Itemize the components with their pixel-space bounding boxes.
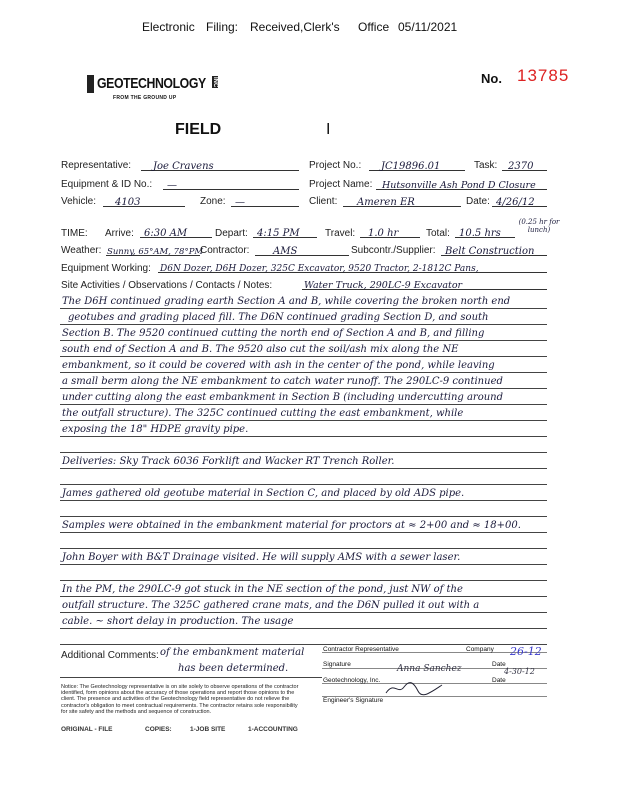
- signature-value: Anna Sanchez: [397, 664, 462, 674]
- note-line: geotubes and grading placed fill. The D6N continued grading Section D, and south: [68, 312, 489, 323]
- additional-comments-line2: has been determined.: [178, 663, 289, 674]
- footer-original: ORIGINAL - FILE: [61, 726, 113, 733]
- logo-tagline: FROM THE GROUND UP: [113, 95, 177, 101]
- equipment-id-label: Equipment & ID No.:: [61, 179, 153, 190]
- time-label: TIME:: [61, 228, 88, 239]
- engineer-signature-label: Engineer's Signature: [323, 697, 384, 704]
- project-no-field: JC19896.01: [369, 156, 465, 171]
- travel-field: 1.0 hr: [360, 223, 420, 238]
- note-line: John Boyer with B&T Drainage visited. He will supply AMS with a sewer laser.: [62, 552, 461, 563]
- equipment-working-label: Equipment Working:: [61, 263, 151, 274]
- additional-comments-label: Additional Comments:: [61, 650, 159, 661]
- note-line: Section B. The 9520 continued cutting the north end of Section A and B, and filling: [62, 328, 485, 339]
- total-field: 10.5 hrs: [455, 223, 515, 238]
- note-line: The D6H continued grading earth Section A and B, while covering the broken north end: [62, 296, 511, 307]
- doc-number-value: 13785: [517, 66, 570, 85]
- travel-label: Travel:: [325, 228, 356, 239]
- engineer-signature-icon: [384, 679, 444, 697]
- client-label: Client:: [309, 196, 338, 207]
- logo-side-text: INC: [212, 77, 218, 88]
- equipment-working-field: D6N Dozer, D6H Dozer, 325C Excavator, 9520 Tractor, 2-1812C Pans,: [158, 258, 547, 273]
- signature-date-value: 4-30-12: [504, 667, 535, 676]
- form-title: FIELD: [175, 121, 222, 138]
- contractor-label: Contractor:: [200, 245, 250, 256]
- task-label: Task:: [474, 160, 498, 171]
- weather-field: Sunny, 65°AM, 78°PM: [106, 241, 200, 256]
- depart-field: 4:15 PM: [253, 223, 317, 238]
- signature-date-label: Date: [492, 661, 506, 668]
- task-field: 2370: [502, 156, 547, 171]
- geotech-inc-label: Geotechnology, Inc.: [323, 677, 381, 684]
- filing-label-received: Received,Clerk's: [250, 20, 340, 34]
- total-label: Total:: [426, 228, 450, 239]
- equipment-id-field: —: [163, 175, 299, 190]
- note-line: the outfall structure). The 325C continued cutting the east embankment, while: [62, 408, 464, 419]
- project-no-label: Project No.:: [309, 160, 362, 171]
- note-line: embankment, so it could be covered with ash in the center of the pond, while leaving: [62, 360, 495, 371]
- total-note: (0.25 hr for lunch): [518, 218, 560, 234]
- signature-label: Signature: [323, 661, 351, 668]
- note-line: cable. ~ short delay in production. The usage: [62, 616, 294, 627]
- client-field: Ameren ER: [343, 192, 461, 207]
- weather-label: Weather:: [61, 245, 102, 256]
- footer-accounting: 1-ACCOUNTING: [248, 726, 298, 733]
- date-label: Date:: [466, 196, 490, 207]
- note-line: exposing the 18" HDPE gravity pipe.: [62, 424, 249, 435]
- footer-job-site: 1-JOB SITE: [190, 726, 226, 733]
- vehicle-field: 4103: [103, 192, 185, 207]
- representative-field: Joe Cravens: [141, 156, 299, 171]
- note-line: under cutting along the east embankment in Section B (including undercutting around: [62, 392, 504, 403]
- project-name-field: Hutsonville Ash Pond D Closure: [376, 175, 547, 190]
- filing-label-electronic: Electronic: [142, 20, 195, 34]
- contractor-field: AMS: [255, 241, 349, 256]
- subcontractor-label: Subcontr./Supplier:: [351, 245, 436, 256]
- arrive-field: 6:30 AM: [140, 223, 212, 238]
- note-line: a small berm along the NE embankment to catch water runoff. The 290LC-9 continued: [62, 376, 503, 387]
- vehicle-label: Vehicle:: [61, 196, 97, 207]
- form-title-mark: I: [326, 121, 331, 138]
- note-line: Samples were obtained in the embankment material for proctors at ≈ 2+00 and ≈ 18+00.: [62, 520, 521, 531]
- subcontractor-field: Belt Construction: [441, 241, 547, 256]
- additional-comments-line1: of the embankment material: [160, 647, 305, 658]
- note-line: James gathered old geotube material in Section C, and placed by old ADS pipe.: [62, 488, 465, 499]
- site-activities-label: Site Activities / Observations / Contacts / Notes:: [61, 280, 273, 291]
- equipment-working-field-2: Water Truck, 290LC-9 Excavator: [302, 275, 547, 290]
- depart-label: Depart:: [215, 228, 248, 239]
- notice-text: Notice: The Geotechnology representative is on site solely to observe operations of the contractor identified, form opinions about the accuracy of those operations and report those opinions to the client. The presence and activities of the Geotechnology field representative do not relieve the contractor's obligation to meet contractual requirements. The contractor retains sole responsibility for site safety and the methods and sequence of construction.: [61, 684, 299, 715]
- date-field: 4/26/12: [492, 192, 547, 207]
- logo-name: GEOTECHNOLOGY: [97, 75, 206, 92]
- zone-label: Zone:: [200, 196, 226, 207]
- representative-label: Representative:: [61, 160, 132, 171]
- filing-date: 05/11/2021: [398, 20, 458, 34]
- footer-copies: COPIES:: [145, 726, 172, 733]
- doc-number-label: No.: [481, 71, 502, 86]
- note-line: south end of Section A and B. The 9520 also cut the soil/ash mix along the NE: [62, 344, 459, 355]
- note-line: Deliveries: Sky Track 6036 Forklift and Wacker RT Trench Roller.: [62, 456, 395, 467]
- logo-mark-icon: [87, 75, 94, 93]
- note-line: outfall structure. The 325C gathered crane mats, and the D6N pulled it out with a: [62, 600, 480, 611]
- zone-field: —: [231, 192, 299, 207]
- note-line: In the PM, the 290LC-9 got stuck in the NE section of the pond, just NW of the: [62, 584, 463, 595]
- filing-label-filing: Filing:: [206, 20, 239, 34]
- project-name-label: Project Name:: [309, 179, 373, 190]
- company-label: Company: [466, 646, 494, 653]
- contractor-rep-label: Contractor Representative: [323, 646, 399, 653]
- engineer-date-label: Date: [492, 677, 506, 684]
- arrive-label: Arrive:: [105, 228, 134, 239]
- company-value: 26-12: [510, 645, 542, 658]
- filing-label-office: Office: [358, 20, 390, 34]
